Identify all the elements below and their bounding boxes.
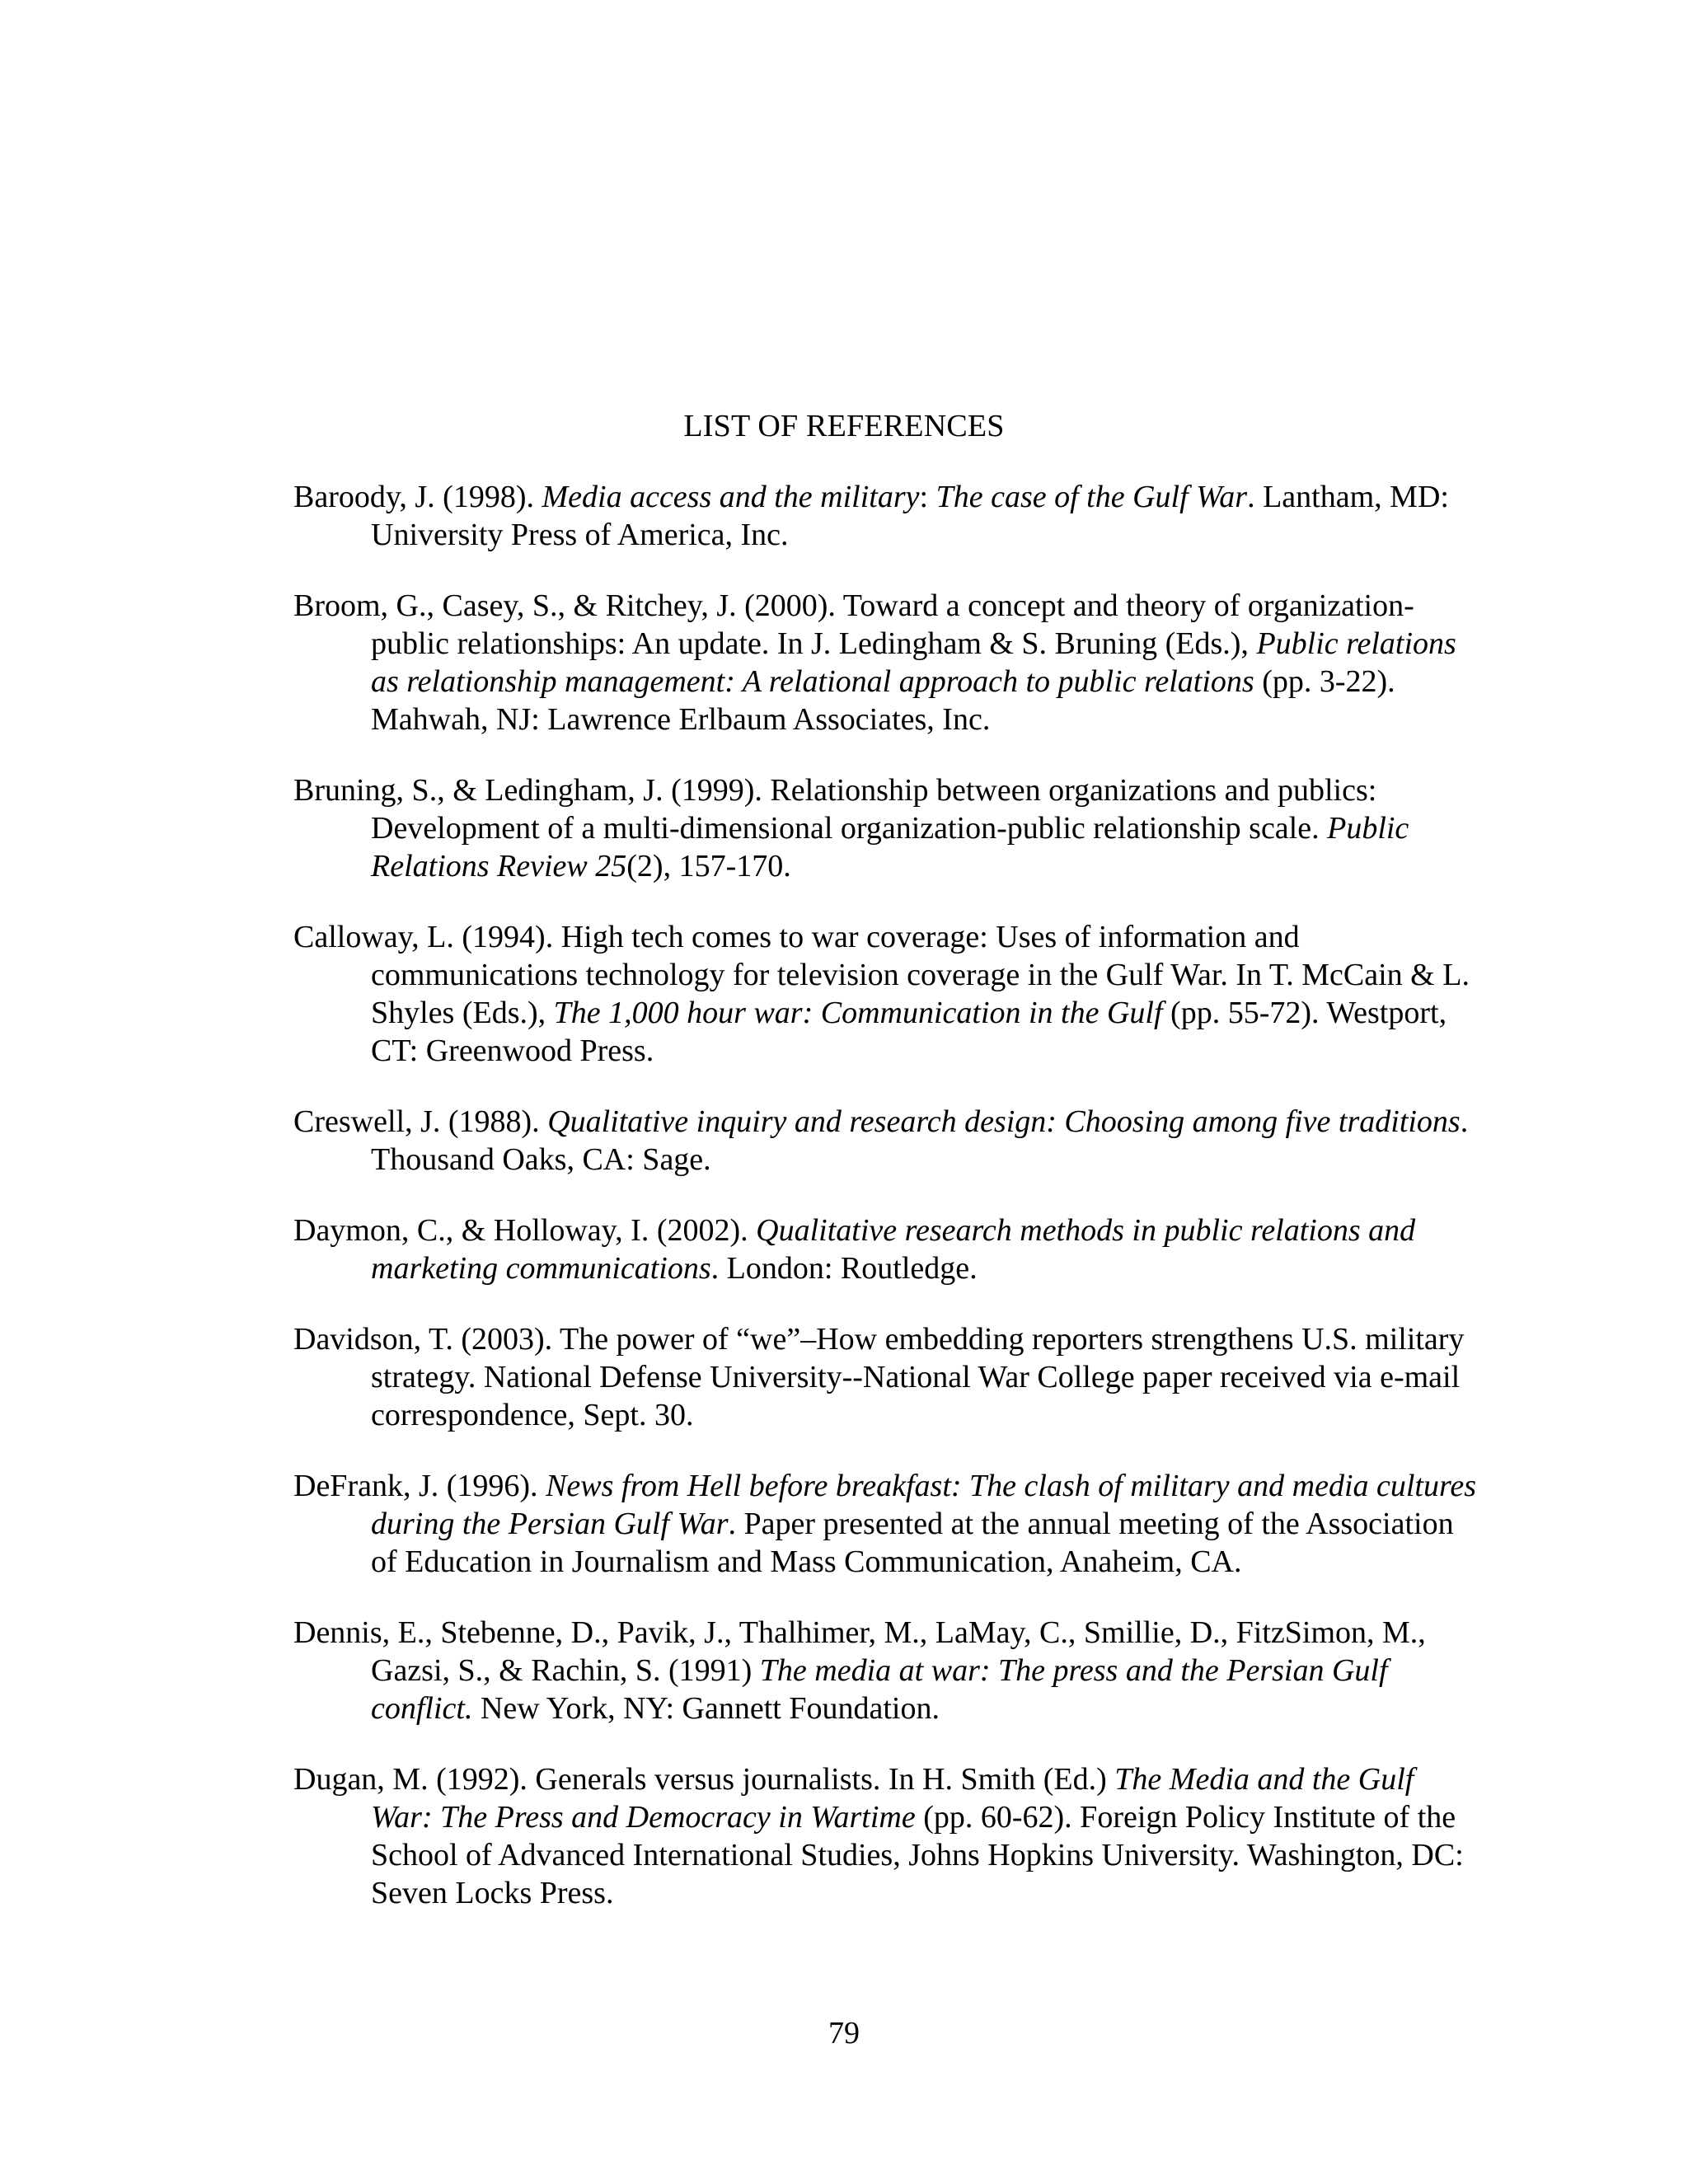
reference-list [293,478,1480,1945]
reference-entry: Broom, G., Casey, S., & Ritchey, J. (2000). Toward a concept and theory of organization-public relationships: An update. In J. Ledingham & S. Bruning (Eds.), Public relations as relationship management: A relational approach to public relations (pp. 3-22). Mahwah, NJ: Lawrence Erlbaum Associates, Inc. [293,588,1456,737]
page-title: LIST OF REFERENCES [683,409,1005,443]
reference-entry: Daymon, C., & Holloway, I. (2002). Qualitative research methods in public relations and marketing communications. London: Routledge. [293,1213,1416,1286]
reference-entry: Bruning, S., & Ledingham, J. (1999). Relationship between organizations and publics: Development of a multi-dimensional organization-public relationship scale. Public Relations Review 25(2), 157-170. [293,773,1409,883]
reference-entry: DeFrank, J. (1996). News from Hell before breakfast: The clash of military and media cultures during the Persian Gulf War. Paper presented at the annual meeting of the Association of Education in Journalism and Mass Communication, Anaheim, CA. [293,1469,1477,1579]
reference-entry: Baroody, J. (1998). Media access and the military: The case of the Gulf War. Lantham, MD: University Press of America, Inc. [293,480,1449,552]
page-number: 79 [828,2016,860,2050]
reference-entry: Creswell, J. (1988). Qualitative inquiry and research design: Choosing among five traditions. Thousand Oaks, CA: Sage. [293,1104,1469,1177]
reference-entry: Calloway, L. (1994). High tech comes to war coverage: Uses of information and communications technology for television coverage in the Gulf War. In T. McCain & L. Shyles (Eds.), The 1,000 hour war: Communication in the Gulf (pp. 55-72). Westport, CT: Greenwood Press. [293,920,1470,1068]
reference-entry: Dennis, E., Stebenne, D., Pavik, J., Thalhimer, M., LaMay, C., Smillie, D., FitzSimon, M., Gazsi, S., & Rachin, S. (1991) The media at war: The press and the Persian Gulf conflict. New York, NY: Gannett Foundation. [293,1615,1426,1726]
reference-entry: Dugan, M. (1992). Generals versus journalists. In H. Smith (Ed.) The Media and the Gulf War: The Press and Democracy in Wartime (pp. 60-62). Foreign Policy Institute of the School of Advanced International Studies, Johns Hopkins University. Washington, DC: Seven Locks Press. [293,1762,1464,1910]
reference-entry: Davidson, T. (2003). The power of “we”–How embedding reporters strengthens U.S. military strategy. National Defense University--National War College paper received via e-mail correspondence, Sept. 30. [293,1322,1465,1432]
